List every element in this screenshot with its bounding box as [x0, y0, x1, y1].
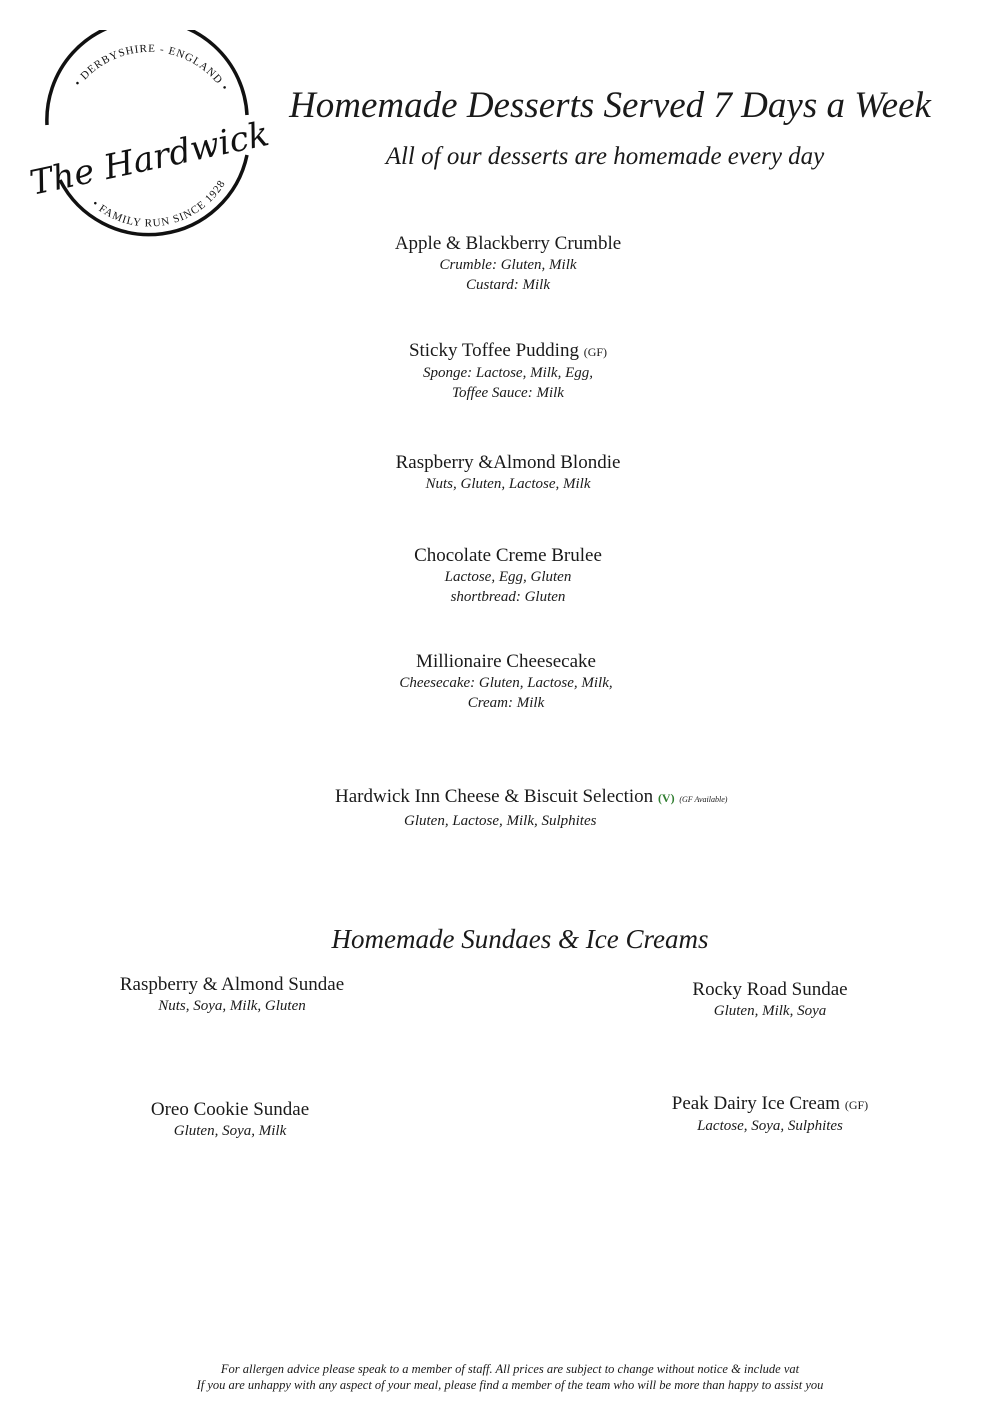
- dessert-item: [308, 340, 708, 403]
- dessert-name: [335, 786, 835, 811]
- allergen-line: Cream: Milk: [467, 695, 545, 711]
- sundae-item: [615, 1093, 925, 1136]
- sundae-name: [615, 1093, 925, 1116]
- hardwick-inn-logo: [22, 30, 272, 245]
- allergen-line: Cheesecake: Gluten, Lactose, Milk,: [399, 675, 613, 691]
- allergen-line: shortbread: Gluten: [450, 589, 566, 605]
- sundae-name: Oreo Cookie Sundae: [150, 1099, 310, 1120]
- allergen-line: Crumble: Gluten, Milk: [439, 257, 577, 273]
- dessert-name: Chocolate Creme Brulee: [414, 545, 602, 566]
- svg-text:• FAMILY RUN SINCE 1928 •: • FAMILY RUN SINCE 1928: [89, 177, 229, 230]
- dessert-item: [335, 786, 835, 831]
- gluten-free-tag: (GF): [583, 345, 608, 359]
- sundae-item: [82, 974, 382, 1016]
- allergen-line: Gluten, Soya, Milk: [173, 1123, 287, 1139]
- gluten-free-tag: (GF): [844, 1098, 869, 1112]
- footer-notice: [100, 1361, 920, 1393]
- allergen-line: Custard: Milk: [465, 277, 551, 293]
- allergen-line: Toffee Sauce: Milk: [452, 385, 564, 401]
- vegetarian-tag: (V): [657, 791, 675, 805]
- svg-text:• DERBYSHIRE - ENGLAND •: • DERBYSHIRE - ENGLAND •: [72, 42, 231, 94]
- sundae-item: [620, 979, 920, 1021]
- allergen-line: Gluten, Lactose, Milk, Sulphites: [404, 813, 597, 829]
- sundae-item: [80, 1099, 380, 1141]
- page-title: Homemade Desserts Served 7 Days a Week: [289, 85, 931, 126]
- dessert-item: [308, 545, 708, 607]
- section-title-sundaes: Homemade Sundaes & Ice Creams: [331, 924, 709, 954]
- gf-available-tag: (GF Available): [679, 795, 728, 804]
- dessert-name: Apple & Blackberry Crumble: [394, 233, 622, 254]
- allergen-line: Nuts, Soya, Milk, Gluten: [158, 998, 306, 1014]
- dessert-item: [308, 452, 708, 494]
- svg-text:The Hardwick Inn: The Hardwick: [26, 114, 272, 204]
- allergen-line: Lactose, Egg, Gluten: [444, 569, 572, 585]
- allergen-line: Lactose, Soya, Sulphites: [697, 1118, 843, 1134]
- logo-seal-icon: [22, 30, 272, 245]
- page-subtitle: All of our desserts are homemade every day: [385, 143, 825, 170]
- dessert-item: [308, 233, 708, 295]
- allergen-line: Gluten, Milk, Soya: [713, 1003, 827, 1019]
- dessert-name-text: Hardwick Inn Cheese & Biscuit Selection: [335, 786, 654, 807]
- allergen-line: Sponge: Lactose, Milk, Egg,: [423, 365, 593, 381]
- sundae-name: Rocky Road Sundae: [692, 979, 848, 1000]
- sundae-name-text: Peak Dairy Ice Cream: [671, 1093, 841, 1114]
- dessert-name-text: Sticky Toffee Pudding: [408, 340, 579, 361]
- allergen-line: Nuts, Gluten, Lactose, Milk: [425, 476, 591, 492]
- dessert-name: [308, 340, 708, 363]
- dessert-name: Millionaire Cheesecake: [416, 651, 596, 672]
- footer-line-allergen: For allergen advice please speak to a member of staff. All prices are subject to change without notice & include vat: [220, 1362, 800, 1376]
- dessert-name: Raspberry &Almond Blondie: [395, 452, 621, 473]
- sundae-name: Raspberry & Almond Sundae: [119, 974, 345, 995]
- footer-line-assistance: If you are unhappy with any aspect of your meal, please find a member of the team who will be more than happy to assist you: [196, 1378, 824, 1392]
- dessert-item: [306, 651, 706, 713]
